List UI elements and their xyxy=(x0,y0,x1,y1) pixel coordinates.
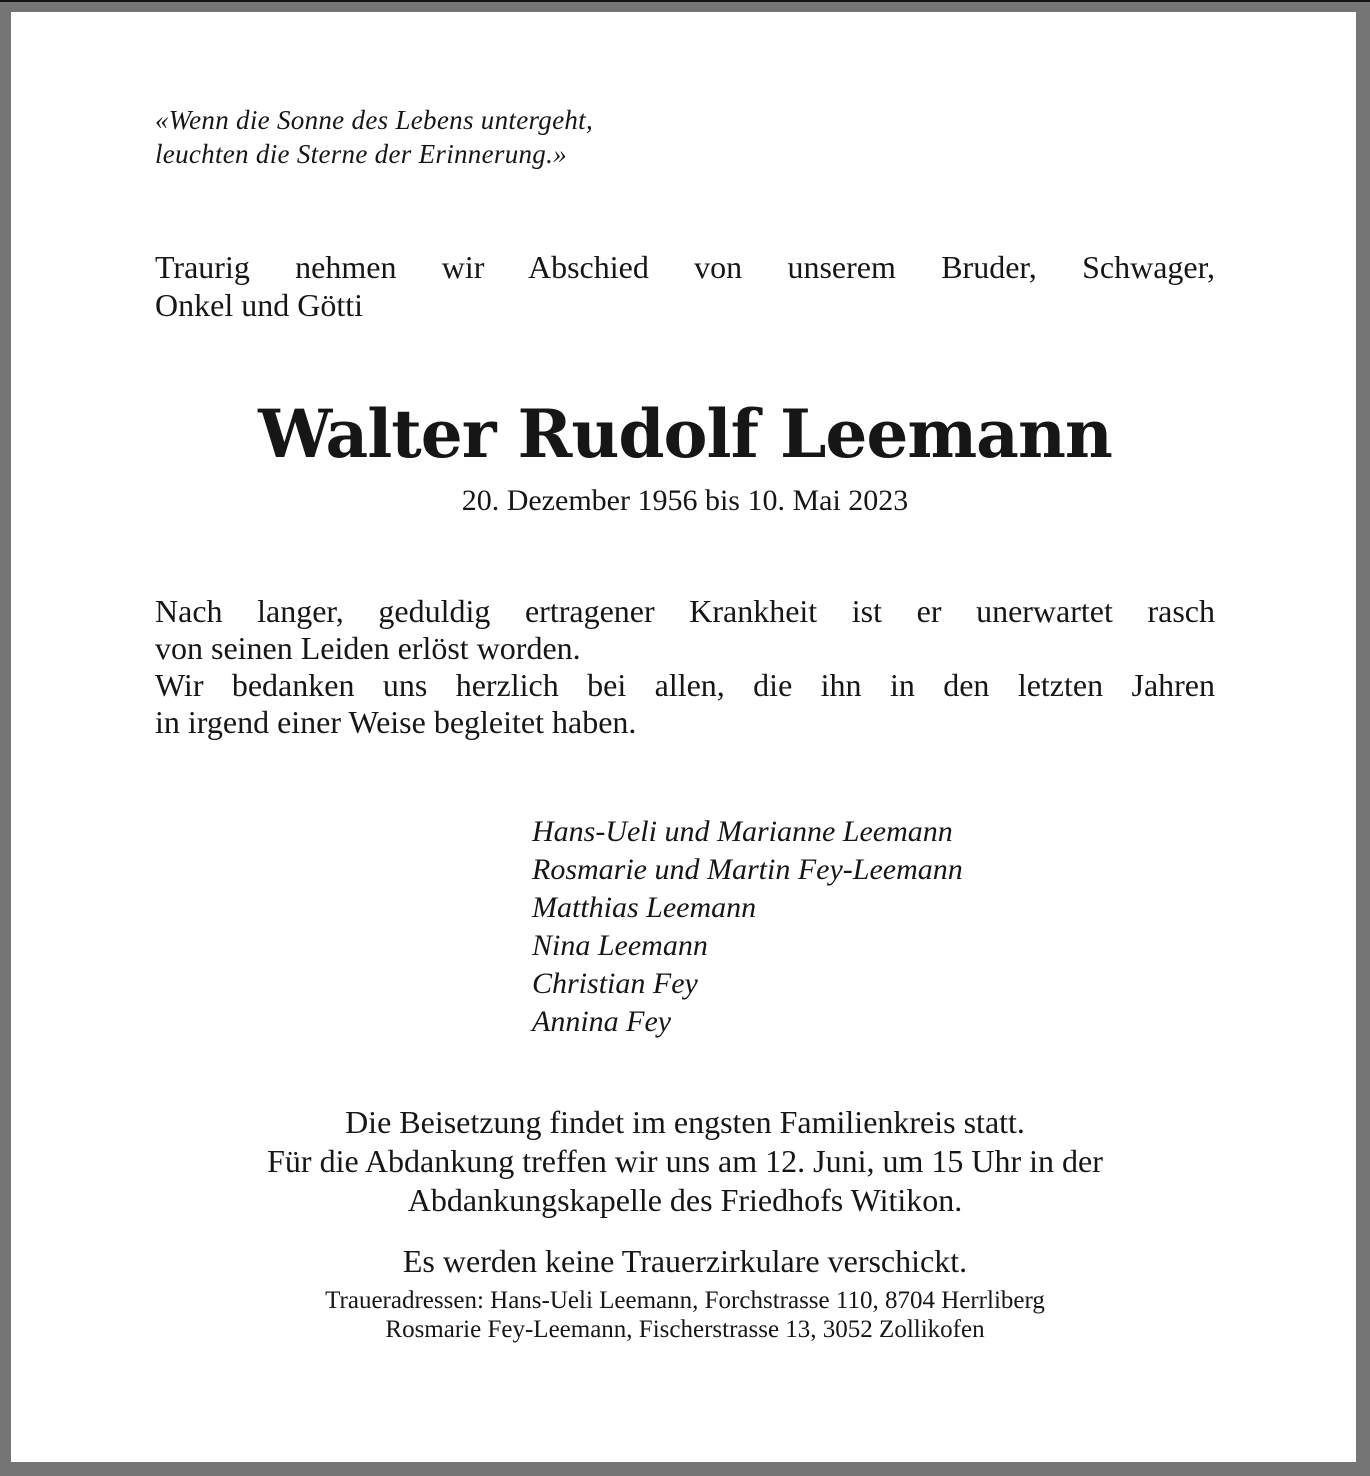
main-text-line-2: von seinen Leiden erlöst worden. xyxy=(155,630,581,666)
funeral-line-2: Für die Abdankung treffen wir uns am 12. Juni, um 15 Uhr in der xyxy=(267,1143,1103,1179)
deceased-name: Walter Rudolf Leemann xyxy=(258,395,1112,473)
no-circulars-notice: Es werden keine Trauerzirkulare verschickt. xyxy=(402,1243,968,1279)
funeral-line-1: Die Beisetzung findet im engsten Familienkreis statt. xyxy=(345,1104,1025,1140)
main-text-line-4: in irgend einer Weise begleitet haben. xyxy=(155,704,637,740)
mourner-name: Hans-Ueli und Marianne Leemann xyxy=(532,815,953,848)
epigraph-line-2: leuchten die Sterne der Erinnerung.» xyxy=(155,139,567,169)
funeral-line-3: Abdankungskapelle des Friedhofs Witikon. xyxy=(407,1182,963,1218)
intro-line-1: Traurig nehmen wir Abschied von unserem Bruder, Schwager, xyxy=(155,249,1215,285)
address-line-1: Traueradressen: Hans-Ueli Leemann, Forchstrasse 110, 8704 Herrliberg xyxy=(325,1287,1045,1314)
intro-line-2: Onkel und Götti xyxy=(155,287,363,323)
funeral-info xyxy=(155,1103,1215,1220)
epigraph-quote xyxy=(155,103,1215,171)
mourner-name: Annina Fey xyxy=(532,1005,672,1038)
mourners-list xyxy=(532,813,1215,1041)
mourner-name: Matthias Leemann xyxy=(532,891,757,924)
intro-paragraph xyxy=(155,248,1215,324)
mourner-name: Rosmarie und Martin Fey-Leemann xyxy=(532,853,963,886)
mourning-addresses xyxy=(155,1286,1215,1344)
address-line-2: Rosmarie Fey-Leemann, Fischerstrasse 13, 3052 Zollikofen xyxy=(385,1316,985,1343)
epigraph-line-1: «Wenn die Sonne des Lebens untergeht, xyxy=(155,105,594,135)
main-text xyxy=(155,593,1215,741)
life-dates: 20. Dezember 1956 bis 10. Mai 2023 xyxy=(461,484,909,517)
main-text-line-3: Wir bedanken uns herzlich bei allen, die ihn in den letzten Jahren xyxy=(155,667,1215,703)
main-text-line-1: Nach langer, geduldig ertragener Krankheit ist er unerwartet rasch xyxy=(155,593,1215,629)
mourner-name: Christian Fey xyxy=(532,967,698,1000)
mourner-name: Nina Leemann xyxy=(532,929,708,962)
scan-frame xyxy=(0,2,1370,1476)
obituary-content xyxy=(11,12,1356,1462)
